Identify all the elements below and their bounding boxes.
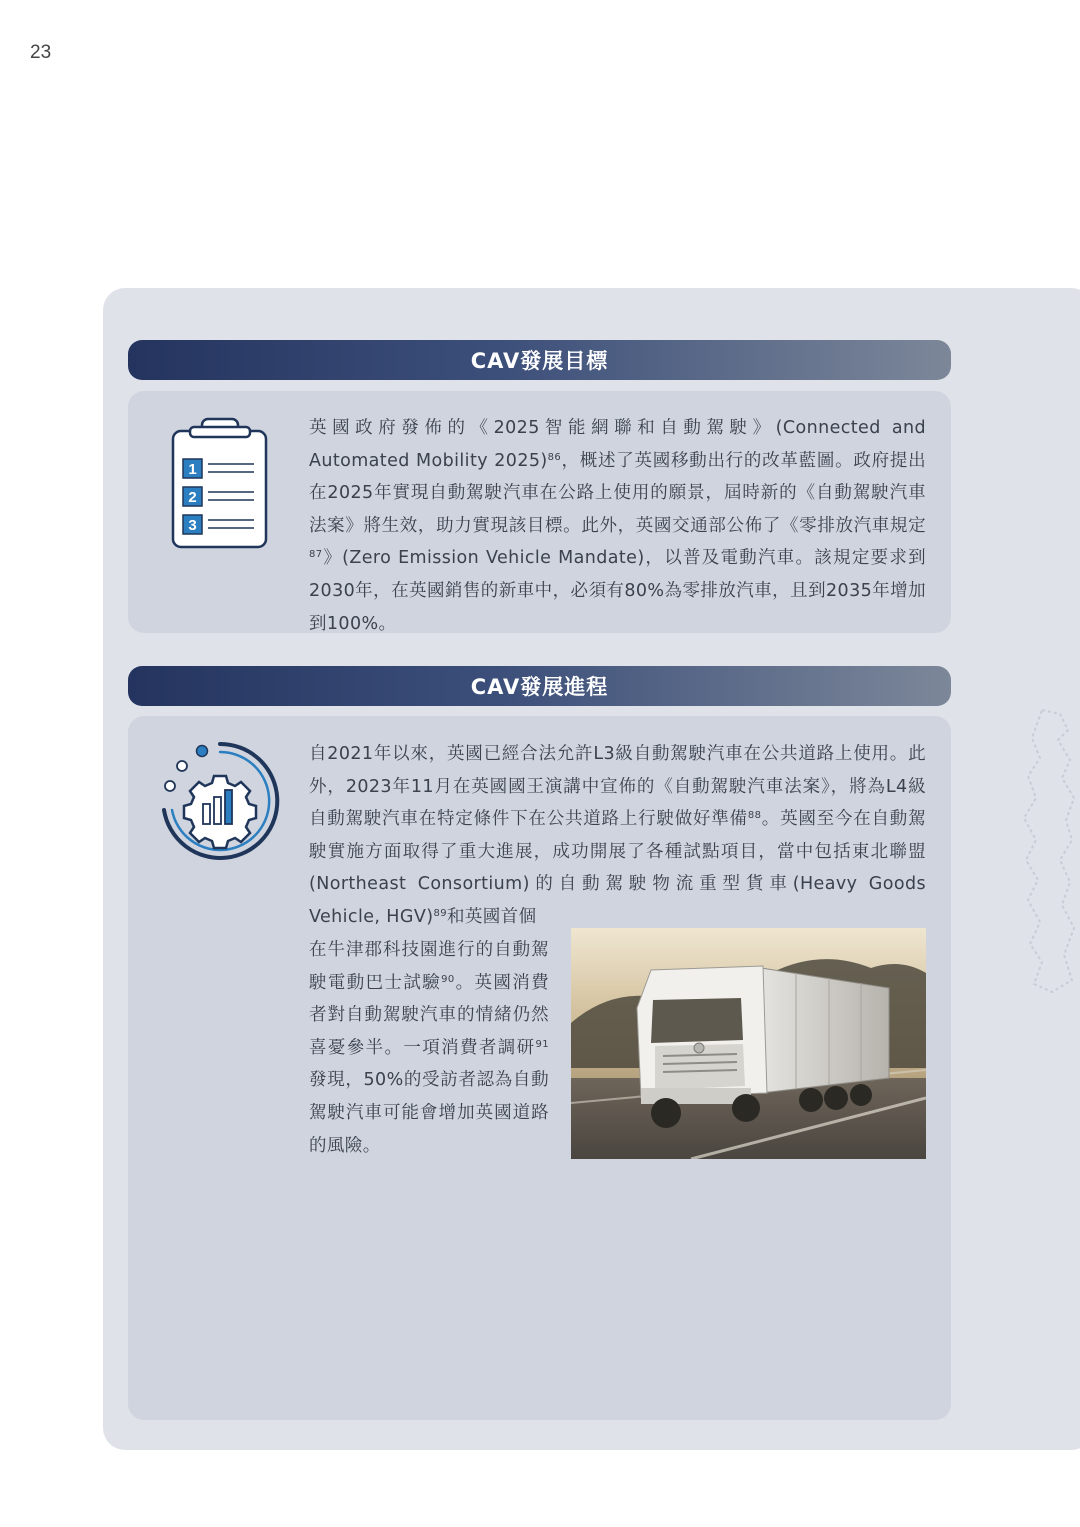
checklist-number-3: 3 xyxy=(188,517,197,534)
goals-paragraph: 英國政府發佈的《2025智能網聯和自動駕駛》(Connected and Automated Mobility 2025)$^{86}$，概述了英國移動出行的改革藍圖。政府提出在2025年實現自動駕駛汽車在公路上使用的願景，屆時新的《自動駕駛汽車法案》將生效，助力實現該目標。此外，英國交通部公佈了《零排放汽車規定$^{87}$》(Zero Emission Vehicle Mandate)，以普及電動汽車。該規定要求到2030年，在英國銷售的新車中，必須有80%為零排放汽車，且到2035年增加到100%。 xyxy=(309,418,927,634)
gear-chart-progress-icon xyxy=(158,740,280,862)
page-number: 23 xyxy=(30,42,52,63)
white-truck-on-highway-photo xyxy=(571,928,926,1159)
progress-paragraph: 自2021年以來，英國已經合法允許L3級自動駕駛汽車在公共道路上使用。此外，2023年11月在英國國王演講中宣佈的《自動駕駛汽車法案》，將為L4級自動駕駛汽車在特定條件下在公共道路上行駛做好準備$^{88}$。英國至今在自動駕駛實施方面取得了重大進展，成功開展了各種試點項目，當中包括東北聯盟(Northeast Consortium)的自動駕駛物流重型貨車(Heavy Goods Vehicle, HGV)$^{89}$和英國首個 xyxy=(309,744,926,927)
progress-section-header xyxy=(128,666,951,706)
footnote-ref-89: 89 xyxy=(433,907,447,919)
checklist-number-1: 1 xyxy=(188,461,197,478)
footnote-ref-87: 87 xyxy=(309,549,323,561)
progress-paragraph-wrap: 在牛津郡科技園進行的自動駕駛電動巴士試驗$^{90}$。英國消費者對自動駕駛汽車的情緒仍然喜憂參半。一項消費者調研$^{91}$發現，50%的受訪者認為自動駕駛汽車可能會增加英國道路的風險。 xyxy=(309,940,549,1156)
footnote-ref-88: 88 xyxy=(747,810,762,822)
goals-section-title: CAV發展目標 xyxy=(470,349,609,373)
numbered-checklist-icon xyxy=(170,415,270,551)
checklist-number-2: 2 xyxy=(188,489,197,506)
goals-section-header xyxy=(128,340,951,380)
progress-section-title: CAV發展進程 xyxy=(470,675,609,699)
footnote-ref-91: 91 xyxy=(535,1038,549,1050)
footnote-ref-86: 86 xyxy=(547,451,562,463)
footnote-ref-90: 90 xyxy=(441,973,455,985)
uk-map-outline-decoration xyxy=(1012,700,1080,1000)
